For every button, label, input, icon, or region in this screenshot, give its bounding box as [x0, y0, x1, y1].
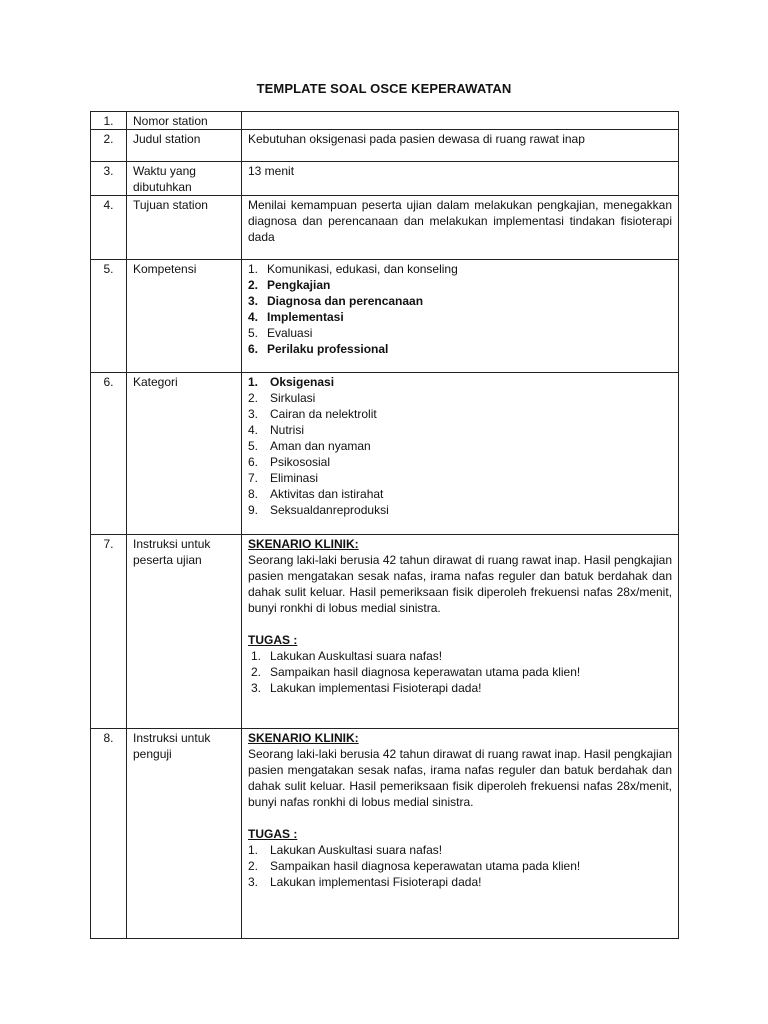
row-number: 3. [91, 162, 127, 196]
instruksi-peserta [242, 535, 679, 729]
row-value: Menilai kemampuan peserta ujian dalam melakukan pengkajian, menegakkan diagnosa dan perencanaan dan melakukan implementasi tindakan fisioterapi dada [242, 196, 679, 260]
skenario-text: Seorang laki-laki berusia 42 tahun dirawat di ruang rawat inap. Hasil pengkajian pasien mengatakan sesak nafas, irama nafas reguler dan batuk berdahak dan dahak sulit keluar. Hasil pemeriksaan fisik diperoleh frekuensi nafas 28x/menit, bunyi ronkhi di lobus medial sinistra. [248, 553, 672, 615]
kompetensi-list [248, 261, 672, 357]
tugas-list [248, 842, 672, 890]
list-item: 5. Aman dan nyaman [248, 439, 371, 453]
skenario-header: SKENARIO KLINIK: [248, 537, 359, 551]
row-label: Kompetensi [127, 260, 242, 373]
list-item: 1. Lakukan Auskultasi suara nafas! [251, 649, 443, 663]
list-item: 2. Sampaikan hasil diagnosa keperawatan utama pada klien! [248, 859, 581, 873]
row-label: Instruksi untuk penguji [127, 729, 242, 939]
row-label: Tujuan station [127, 196, 242, 260]
table-row [91, 130, 679, 162]
row-label: Waktu yang dibutuhkan [127, 162, 242, 196]
row-label: Judul station [127, 130, 242, 162]
table-row [91, 535, 679, 729]
table-row [91, 162, 679, 196]
row-label: Nomor station [127, 112, 242, 130]
document-title: TEMPLATE SOAL OSCE KEPERAWATAN [256, 81, 512, 96]
table-row [91, 112, 679, 130]
instruksi-penguji [242, 729, 679, 939]
row-list [242, 373, 679, 535]
table-row [91, 373, 679, 535]
row-number: 2. [91, 130, 127, 162]
list-item: 6. Psikososial [248, 455, 331, 469]
osce-table [90, 111, 679, 939]
list-item: 2. Pengkajian [248, 278, 331, 292]
row-value: Kebutuhan oksigenasi pada pasien dewasa di ruang rawat inap [242, 130, 679, 162]
list-item: 4. Implementasi [248, 310, 344, 324]
list-item: 3. Cairan da nelektrolit [248, 407, 377, 421]
list-item: 6. Perilaku professional [248, 342, 389, 356]
list-item: 9. Seksualdanreproduksi [248, 503, 389, 517]
list-item: 1. Oksigenasi [248, 375, 335, 389]
row-number: 6. [91, 373, 127, 535]
table-row [91, 729, 679, 939]
list-item: 3. Diagnosa dan perencanaan [248, 294, 424, 308]
row-value: 13 menit [242, 162, 679, 196]
list-item: 1. Lakukan Auskultasi suara nafas! [248, 843, 443, 857]
list-item: 8. Aktivitas dan istirahat [248, 487, 384, 501]
list-item: 4. Nutrisi [248, 423, 305, 437]
row-label: Instruksi untuk peserta ujian [127, 535, 242, 729]
row-value [242, 112, 679, 130]
table-row [91, 196, 679, 260]
row-number: 7. [91, 535, 127, 729]
row-number: 4. [91, 196, 127, 260]
list-item: 5. Evaluasi [248, 326, 313, 340]
tugas-header: TUGAS : [248, 633, 298, 647]
table-row [91, 260, 679, 373]
row-number: 1. [91, 112, 127, 130]
list-item: 3. Lakukan implementasi Fisioterapi dada! [248, 875, 482, 889]
skenario-text: Seorang laki-laki berusia 42 tahun dirawat di ruang rawat inap. Hasil pengkajian pasien mengatakan sesak nafas, irama nafas reguler dan batuk berdahak dan dahak sulit keluar. Hasil pemeriksaan fisik diperoleh frekuensi nafas 28x/menit, bunyi nafas ronkhi di lobus medial sinistra. [248, 747, 672, 809]
row-list [242, 260, 679, 373]
row-number: 5. [91, 260, 127, 373]
skenario-header: SKENARIO KLINIK: [248, 731, 359, 745]
list-item: 2. Sampaikan hasil diagnosa keperawatan utama pada klien! [251, 665, 581, 679]
tugas-header: TUGAS : [248, 827, 298, 841]
list-item: 7. Eliminasi [248, 471, 319, 485]
list-item: 2. Sirkulasi [248, 391, 316, 405]
list-item: 1. Komunikasi, edukasi, dan konseling [248, 262, 458, 276]
kategori-list [248, 374, 672, 518]
list-item: 3. Lakukan implementasi Fisioterapi dada! [251, 681, 482, 695]
row-number: 8. [91, 729, 127, 939]
row-label: Kategori [127, 373, 242, 535]
tugas-list [248, 648, 672, 696]
